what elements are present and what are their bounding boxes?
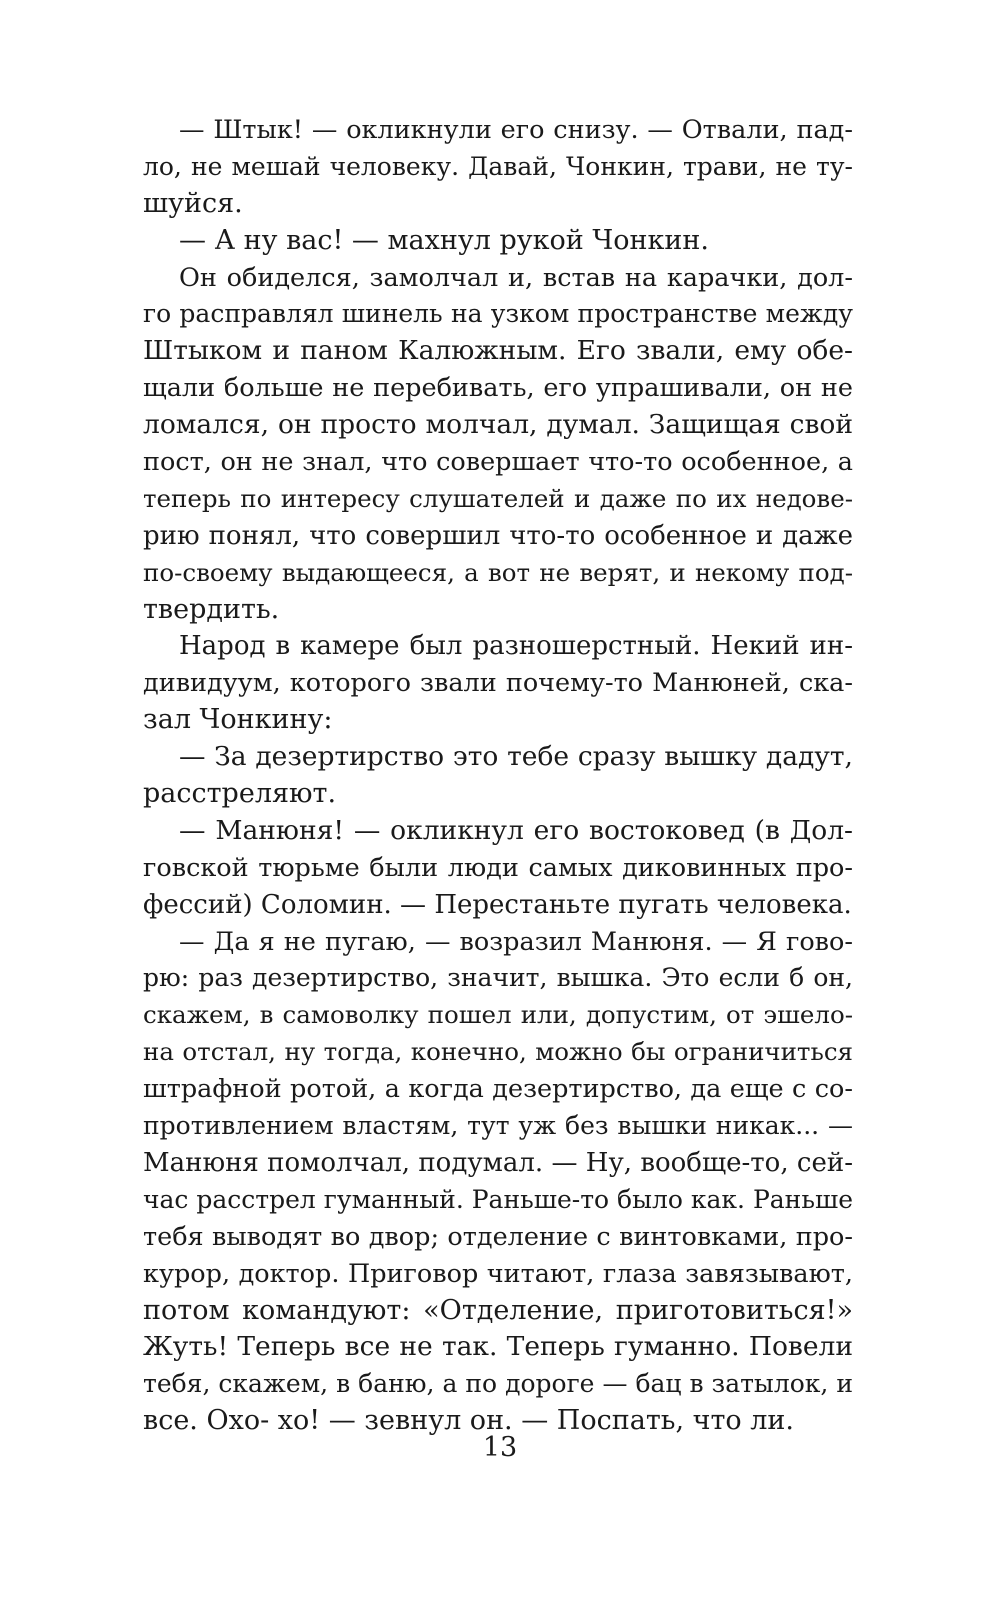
text-line: — Штык! — окликнули его снизу. — Отвали, пад-: [179, 115, 853, 145]
text-line: на отстал, ну тогда, конечно, можно бы ограничиться: [143, 1037, 853, 1067]
text-line: го расправлял шинель на узком пространстве между: [143, 299, 853, 329]
text-line: потом командуют: «Отделение, приготовиться!»: [143, 1294, 853, 1326]
text-line: — За дезертирство это тебе сразу вышку дадут,: [179, 741, 853, 773]
body-text: [143, 112, 853, 1440]
text-line: — А ну вас! — махнул рукой Чонкин.: [179, 224, 709, 256]
text-line: штрафной ротой, а когда дезертирство, да еще с со-: [143, 1074, 853, 1105]
text-line: зал Чонкину:: [143, 704, 333, 736]
text-line: — Да я не пугаю, — возразил Манюня. — Я гово-: [179, 926, 853, 957]
text-line: твердить.: [143, 593, 280, 625]
text-line: расстреляют.: [143, 778, 337, 810]
text-line: ломался, он просто молчал, думал. Защищая свой: [143, 409, 853, 441]
text-line: щали больше не перебивать, его упрашивали, он не: [143, 373, 853, 404]
text-line: Манюня помолчал, подумал. — Ну, вообще-то, сей-: [143, 1147, 853, 1178]
text-line: пост, он не знал, что совершает что-то особенное, а: [143, 447, 853, 478]
text-line: — Манюня! — окликнул его востоковед (в Дол-: [179, 814, 853, 846]
text-line: тебя, скажем, в баню, а по дороге — бац в затылок, и: [143, 1369, 853, 1399]
text-line: дивидуум, которого звали почему-то Манюней, ска-: [143, 668, 853, 699]
text-line: Он обиделся, замолчал и, встав на карачки, дол-: [179, 262, 853, 293]
text-line: говской тюрьме были люди самых диковинных про-: [143, 852, 853, 883]
text-line: рию понял, что совершил что-то особенное и даже: [143, 520, 853, 551]
text-line: шуйся.: [143, 187, 243, 219]
text-line: Штыком и паном Калюжным. Его звали, ему обе-: [143, 335, 853, 367]
text-line: скажем, в самоволку пошел или, допустим, от эшело-: [143, 1000, 853, 1030]
text-line: фессий) Соломин. — Перестаньте пугать человека.: [143, 889, 852, 920]
text-line: все. Охо- хо! — зевнул он. — Поспать, что ли.: [143, 1405, 794, 1437]
text-line: противлением властям, тут уж без вышки никак... —: [143, 1111, 853, 1141]
text-line: тебя выводят во двор; отделение с винтовками, про-: [143, 1221, 853, 1252]
text-line: рю: раз дезертирство, значит, вышка. Это если б он,: [143, 963, 853, 993]
text-line: по-своему выдающееся, а вот не верят, и некому под-: [143, 557, 853, 587]
text-line: курор, доктор. Приговор читают, глаза завязывают,: [143, 1258, 853, 1289]
text-line: час расстрел гуманный. Раньше-то было как. Раньше: [143, 1184, 853, 1214]
text-line: Жуть! Теперь все не так. Теперь гуманно. Повели: [143, 1331, 853, 1363]
text-line: Народ в камере был разношерстный. Некий ин-: [179, 631, 853, 662]
text-line: ло, не мешай человеку. Давай, Чонкин, трави, не ту-: [143, 151, 853, 181]
text-line: теперь по интересу слушателей и даже по их недове-: [143, 483, 853, 513]
page-number: 13: [482, 1432, 518, 1463]
